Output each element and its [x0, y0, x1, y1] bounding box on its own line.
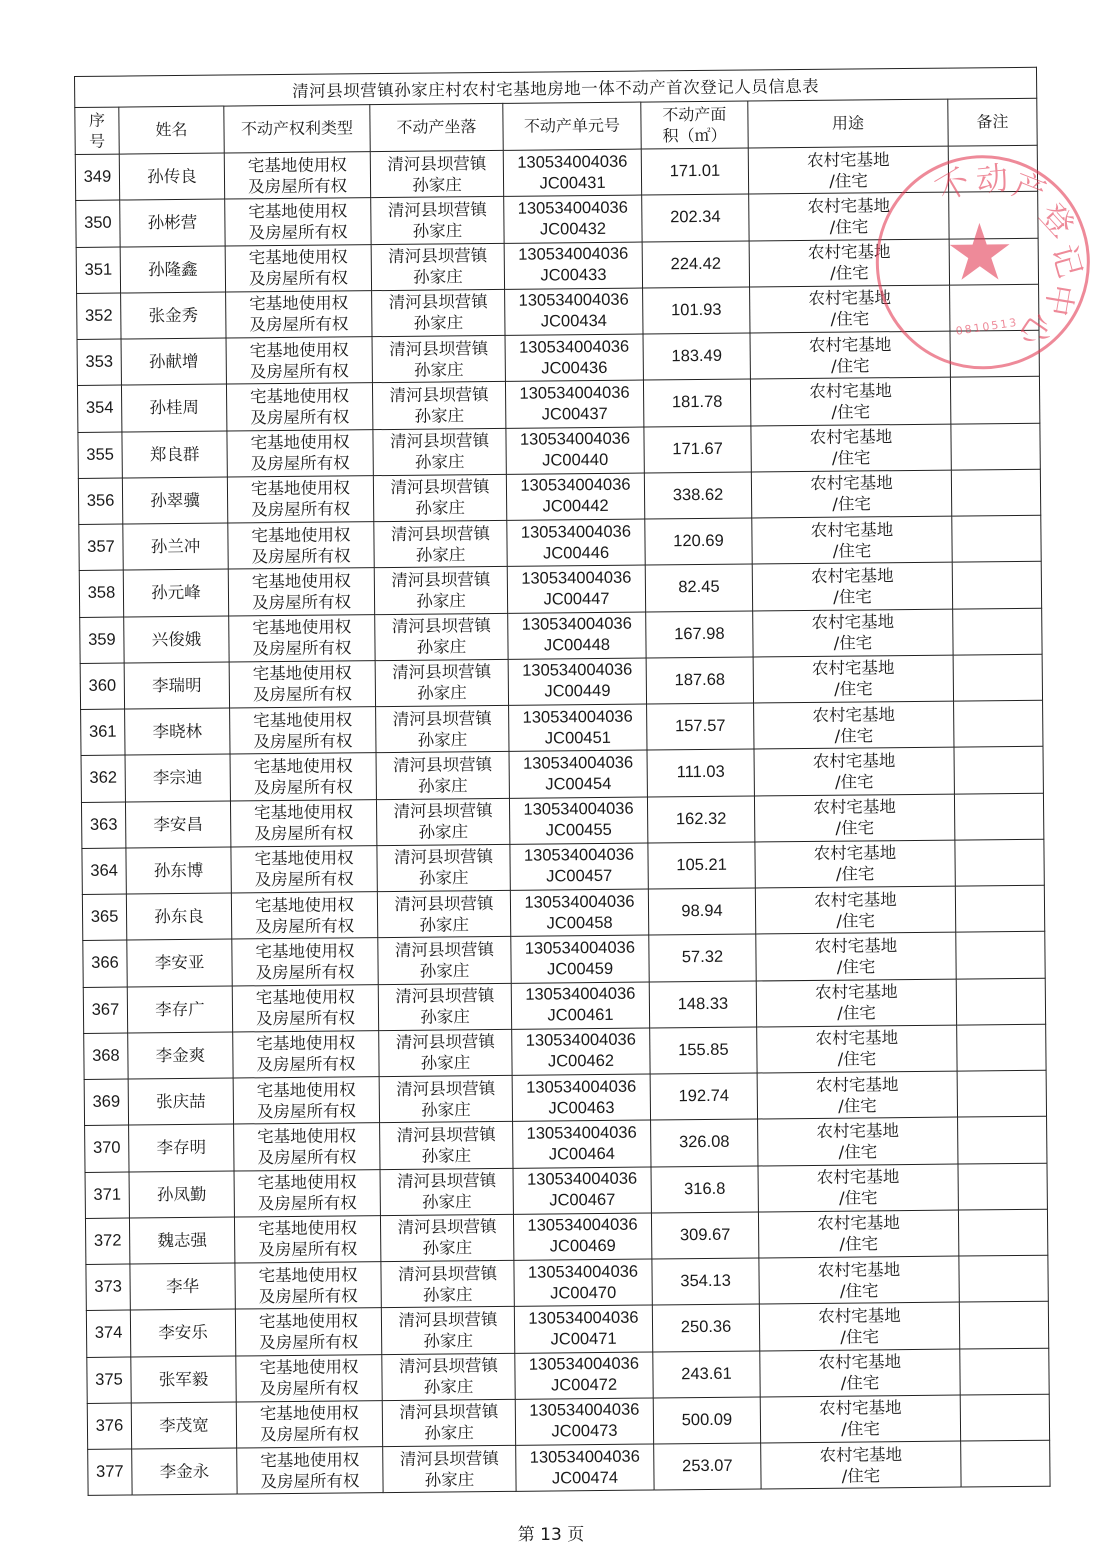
cell-area: 354.13: [652, 1258, 759, 1305]
cell-seq: 356: [78, 478, 122, 525]
cell-right-type: 宅基地使用权 及房屋所有权: [230, 707, 376, 755]
cell-right-type: 宅基地使用权 及房屋所有权: [227, 429, 373, 477]
cell-right-type: 宅基地使用权 及房屋所有权: [235, 1308, 381, 1356]
cell-area: 500.09: [653, 1397, 760, 1444]
cell-unit-number: 130534004036 JC00432: [504, 195, 642, 243]
cell-seq: 357: [79, 524, 123, 571]
cell-area: 171.01: [641, 148, 748, 195]
cell-use: 农村宅基地 /住宅: [754, 794, 954, 842]
cell-name: 张军毅: [131, 1356, 236, 1403]
cell-name: 李晓林: [125, 708, 230, 755]
cell-area: 316.8: [651, 1165, 758, 1212]
cell-use: 农村宅基地 /住宅: [759, 1256, 959, 1304]
cell-location: 清河县坝营镇 孙家庄: [371, 243, 504, 291]
cell-use: 农村宅基地 /住宅: [754, 701, 954, 749]
cell-area: 171.67: [644, 426, 751, 473]
cell-location: 清河县坝营镇 孙家庄: [373, 428, 506, 476]
cell-seq: 373: [86, 1264, 130, 1311]
cell-location: 清河县坝营镇 孙家庄: [380, 1122, 513, 1170]
cell-use: 农村宅基地 /住宅: [752, 562, 952, 610]
cell-right-type: 宅基地使用权 及房屋所有权: [226, 383, 372, 431]
cell-right-type: 宅基地使用权 及房屋所有权: [225, 244, 371, 292]
cell-use: 农村宅基地 /住宅: [751, 424, 951, 472]
cell-area: 111.03: [647, 749, 754, 796]
cell-use: 农村宅基地 /住宅: [757, 1025, 957, 1073]
cell-right-type: 宅基地使用权 及房屋所有权: [227, 475, 373, 523]
cell-seq: 358: [79, 570, 123, 617]
cell-use: 农村宅基地 /住宅: [750, 377, 950, 425]
cell-use: 农村宅基地 /住宅: [758, 1164, 958, 1212]
cell-seq: 372: [85, 1218, 129, 1265]
cell-use: 农村宅基地 /住宅: [757, 1071, 957, 1119]
cell-name: 郑良群: [122, 431, 227, 478]
cell-use: 农村宅基地 /住宅: [756, 979, 956, 1027]
cell-location: 清河县坝营镇 孙家庄: [378, 937, 511, 985]
cell-name: 李茂宽: [131, 1402, 236, 1449]
cell-location: 清河县坝营镇 孙家庄: [373, 474, 506, 522]
cell-note: [960, 1394, 1049, 1441]
cell-unit-number: 130534004036 JC00467: [513, 1167, 651, 1215]
cell-location: 清河县坝营镇 孙家庄: [383, 1445, 516, 1493]
cell-unit-number: 130534004036 JC00448: [508, 612, 646, 660]
cell-note: [948, 145, 1037, 192]
cell-unit-number: 130534004036 JC00461: [511, 982, 649, 1030]
cell-seq: 361: [81, 709, 125, 756]
cell-note: [955, 885, 1044, 932]
cell-right-type: 宅基地使用权 及房屋所有权: [226, 337, 372, 385]
cell-name: 兴俊娥: [124, 616, 229, 663]
cell-unit-number: 130534004036 JC00437: [505, 380, 643, 428]
header-use: 用途: [748, 99, 948, 148]
cell-unit-number: 130534004036 JC00464: [513, 1120, 651, 1168]
cell-area: 167.98: [646, 611, 753, 658]
cell-right-type: 宅基地使用权 及房屋所有权: [229, 660, 375, 708]
cell-use: 农村宅基地 /住宅: [749, 239, 949, 287]
cell-location: 清河县坝营镇 孙家庄: [382, 1399, 515, 1447]
cell-note: [958, 1209, 1047, 1256]
cell-seq: 366: [83, 940, 127, 987]
cell-note: [954, 700, 1043, 747]
cell-name: 孙隆鑫: [120, 246, 225, 293]
cell-right-type: 宅基地使用权 及房屋所有权: [234, 1169, 380, 1217]
cell-right-type: 宅基地使用权 及房屋所有权: [229, 614, 375, 662]
registration-table: [74, 67, 1051, 1496]
cell-right-type: 宅基地使用权 及房屋所有权: [228, 522, 374, 570]
cell-use: 农村宅基地 /住宅: [760, 1395, 960, 1443]
cell-right-type: 宅基地使用权 及房屋所有权: [236, 1400, 382, 1448]
cell-seq: 367: [83, 987, 127, 1034]
cell-location: 清河县坝营镇 孙家庄: [370, 150, 503, 198]
cell-use: 农村宅基地 /住宅: [758, 1210, 958, 1258]
cell-note: [956, 931, 1045, 978]
cell-area: 82.45: [645, 564, 752, 611]
registration-sheet: [74, 67, 1090, 1496]
cell-location: 清河县坝营镇 孙家庄: [371, 197, 504, 245]
cell-name: 李金爽: [128, 1032, 233, 1079]
cell-seq: 364: [82, 848, 126, 895]
cell-use: 农村宅基地 /住宅: [760, 1349, 960, 1397]
cell-area: 162.32: [647, 796, 754, 843]
cell-note: [950, 284, 1039, 331]
cell-area: 187.68: [646, 657, 753, 704]
cell-unit-number: 130534004036 JC00469: [513, 1213, 651, 1261]
cell-name: 张庆喆: [128, 1078, 233, 1125]
table-body: [75, 145, 1050, 1495]
cell-area: 148.33: [649, 980, 756, 1027]
cell-name: 张金秀: [121, 292, 226, 339]
cell-use: 农村宅基地 /住宅: [761, 1441, 961, 1489]
cell-location: 清河县坝营镇 孙家庄: [372, 289, 505, 337]
cell-unit-number: 130534004036 JC00463: [512, 1074, 650, 1122]
cell-name: 李宗迪: [125, 754, 230, 801]
cell-use: 农村宅基地 /住宅: [755, 840, 955, 888]
cell-name: 孙彬营: [120, 199, 225, 246]
cell-unit-number: 130534004036 JC00457: [510, 843, 648, 891]
cell-name: 李安昌: [125, 801, 230, 848]
cell-right-type: 宅基地使用权 及房屋所有权: [234, 1123, 380, 1171]
cell-unit-number: 130534004036 JC00471: [514, 1305, 652, 1353]
cell-use: 农村宅基地 /住宅: [749, 192, 949, 240]
cell-use: 农村宅基地 /住宅: [750, 331, 950, 379]
cell-note: [954, 793, 1043, 840]
cell-location: 清河县坝营镇 孙家庄: [372, 382, 505, 430]
cell-unit-number: 130534004036 JC00449: [508, 658, 646, 706]
cell-name: 孙翠骥: [122, 477, 227, 524]
cell-area: 181.78: [643, 379, 750, 426]
cell-right-type: 宅基地使用权 及房屋所有权: [236, 1354, 382, 1402]
cell-note: [952, 561, 1041, 608]
cell-seq: 355: [78, 432, 122, 479]
header-seq: 序 号: [75, 107, 119, 154]
cell-seq: 369: [84, 1079, 128, 1126]
cell-use: 农村宅基地 /住宅: [752, 516, 952, 564]
cell-unit-number: 130534004036 JC00455: [509, 797, 647, 845]
cell-area: 243.61: [653, 1350, 760, 1397]
cell-location: 清河县坝营镇 孙家庄: [380, 1214, 513, 1262]
cell-note: [958, 1163, 1047, 1210]
cell-note: [952, 515, 1041, 562]
official-seal: ★ 不 动 产 登 记 中 心 0810513: [875, 154, 1091, 370]
page-footer: 第 13 页: [517, 1525, 585, 1545]
cell-seq: 368: [84, 1033, 128, 1080]
cell-unit-number: 130534004036 JC00451: [509, 704, 647, 752]
cell-seq: 377: [88, 1449, 132, 1496]
table-title: 清河县坝营镇孙家庄村农村宅基地房地一体不动产首次登记人员信息表: [75, 67, 1037, 107]
cell-use: 农村宅基地 /住宅: [753, 655, 953, 703]
cell-area: 101.93: [643, 287, 750, 334]
cell-location: 清河县坝营镇 孙家庄: [375, 613, 508, 661]
cell-note: [959, 1301, 1048, 1348]
cell-note: [951, 423, 1040, 470]
star-icon: ★: [944, 207, 1016, 299]
cell-unit-number: 130534004036 JC00458: [510, 889, 648, 937]
cell-area: 57.32: [649, 934, 756, 981]
cell-area: 105.21: [648, 842, 755, 889]
cell-note: [949, 238, 1038, 285]
cell-name: 孙兰冲: [123, 523, 228, 570]
cell-location: 清河县坝营镇 孙家庄: [377, 844, 510, 892]
cell-location: 清河县坝营镇 孙家庄: [377, 890, 510, 938]
cell-unit-number: 130534004036 JC00454: [509, 750, 647, 798]
cell-seq: 349: [75, 154, 119, 201]
cell-area: 120.69: [645, 518, 752, 565]
cell-use: 农村宅基地 /住宅: [759, 1302, 959, 1350]
cell-name: 李金永: [132, 1448, 237, 1495]
cell-note: [955, 839, 1044, 886]
cell-seq: 370: [85, 1125, 129, 1172]
cell-seq: 353: [77, 339, 121, 386]
cell-right-type: 宅基地使用权 及房屋所有权: [224, 152, 370, 200]
header-unit-number: 不动产单元号: [503, 102, 641, 150]
cell-unit-number: 130534004036 JC00446: [507, 519, 645, 567]
cell-seq: 359: [80, 617, 124, 664]
cell-unit-number: 130534004036 JC00433: [504, 242, 642, 290]
header-area: 不动产面 积（㎡）: [641, 101, 748, 149]
cell-right-type: 宅基地使用权 及房屋所有权: [231, 845, 377, 893]
cell-name: 孙凤勤: [129, 1171, 234, 1218]
cell-name: 李存明: [129, 1124, 234, 1171]
cell-unit-number: 130534004036 JC00472: [515, 1352, 653, 1400]
cell-use: 农村宅基地 /住宅: [755, 886, 955, 934]
cell-name: 孙桂周: [121, 384, 226, 431]
cell-note: [958, 1116, 1047, 1163]
cell-name: 魏志强: [129, 1217, 234, 1264]
cell-name: 李存广: [127, 986, 232, 1033]
cell-seq: 350: [76, 200, 120, 247]
cell-note: [951, 469, 1040, 516]
cell-area: 224.42: [642, 241, 749, 288]
cell-area: 183.49: [643, 333, 750, 380]
cell-unit-number: 130534004036 JC00459: [511, 935, 649, 983]
cell-unit-number: 130534004036 JC00442: [506, 473, 644, 521]
cell-location: 清河县坝营镇 孙家庄: [372, 335, 505, 383]
cell-note: [954, 746, 1043, 793]
cell-right-type: 宅基地使用权 及房屋所有权: [232, 938, 378, 986]
cell-area: 338.62: [644, 472, 751, 519]
table-row: [88, 1440, 1050, 1495]
cell-seq: 376: [87, 1403, 131, 1450]
cell-location: 清河县坝营镇 孙家庄: [379, 1075, 512, 1123]
cell-right-type: 宅基地使用权 及房屋所有权: [226, 290, 372, 338]
cell-location: 清河县坝营镇 孙家庄: [378, 983, 511, 1031]
cell-name: 孙献增: [121, 338, 226, 385]
cell-right-type: 宅基地使用权 及房屋所有权: [233, 1077, 379, 1125]
cell-seq: 371: [85, 1172, 129, 1219]
cell-right-type: 宅基地使用权 及房屋所有权: [237, 1447, 383, 1495]
cell-location: 清河县坝营镇 孙家庄: [380, 1168, 513, 1216]
cell-right-type: 宅基地使用权 及房屋所有权: [234, 1215, 380, 1263]
cell-name: 孙东良: [126, 893, 231, 940]
cell-location: 清河县坝营镇 孙家庄: [379, 1029, 512, 1077]
cell-area: 155.85: [650, 1027, 757, 1074]
cell-use: 农村宅基地 /住宅: [756, 932, 956, 980]
cell-location: 清河县坝营镇 孙家庄: [381, 1307, 514, 1355]
cell-right-type: 宅基地使用权 及房屋所有权: [228, 568, 374, 616]
header-name: 姓名: [119, 106, 224, 154]
cell-seq: 360: [80, 663, 124, 710]
cell-note: [950, 376, 1039, 423]
cell-unit-number: 130534004036 JC00470: [514, 1259, 652, 1307]
cell-note: [950, 330, 1039, 377]
cell-use: 农村宅基地 /住宅: [753, 609, 953, 657]
cell-seq: 354: [77, 385, 121, 432]
cell-unit-number: 130534004036 JC00431: [503, 149, 641, 197]
cell-unit-number: 130534004036 JC00474: [516, 1444, 654, 1492]
cell-location: 清河县坝营镇 孙家庄: [376, 705, 509, 753]
cell-seq: 363: [81, 802, 125, 849]
cell-use: 农村宅基地 /住宅: [750, 285, 950, 333]
cell-seq: 365: [82, 894, 126, 941]
cell-seq: 375: [87, 1357, 131, 1404]
cell-note: [957, 1070, 1046, 1117]
cell-location: 清河县坝营镇 孙家庄: [376, 752, 509, 800]
cell-right-type: 宅基地使用权 及房屋所有权: [230, 799, 376, 847]
cell-area: 309.67: [651, 1212, 758, 1259]
cell-note: [953, 608, 1042, 655]
cell-location: 清河县坝营镇 孙家庄: [381, 1260, 514, 1308]
cell-use: 农村宅基地 /住宅: [754, 747, 954, 795]
cell-unit-number: 130534004036 JC00434: [505, 288, 643, 336]
cell-area: 326.08: [651, 1119, 758, 1166]
cell-area: 98.94: [648, 888, 755, 935]
cell-note: [949, 192, 1038, 239]
cell-location: 清河县坝营镇 孙家庄: [375, 659, 508, 707]
cell-area: 253.07: [654, 1443, 761, 1490]
cell-name: 李安亚: [127, 939, 232, 986]
cell-seq: 362: [81, 755, 125, 802]
cell-unit-number: 130534004036 JC00462: [512, 1028, 650, 1076]
header-right-type: 不动产权利类型: [224, 105, 370, 153]
cell-right-type: 宅基地使用权 及房屋所有权: [232, 984, 378, 1032]
cell-unit-number: 130534004036 JC00436: [505, 334, 643, 382]
cell-location: 清河县坝营镇 孙家庄: [376, 798, 509, 846]
cell-seq: 352: [77, 293, 121, 340]
cell-right-type: 宅基地使用权 及房屋所有权: [230, 753, 376, 801]
cell-use: 农村宅基地 /住宅: [748, 146, 948, 194]
cell-area: 202.34: [642, 194, 749, 241]
cell-area: 192.74: [650, 1073, 757, 1120]
cell-right-type: 宅基地使用权 及房屋所有权: [225, 198, 371, 246]
cell-location: 清河县坝营镇 孙家庄: [374, 520, 507, 568]
cell-right-type: 宅基地使用权 及房屋所有权: [235, 1262, 381, 1310]
cell-note: [961, 1440, 1050, 1487]
cell-name: 孙传良: [119, 153, 224, 200]
cell-name: 孙东博: [126, 847, 231, 894]
cell-note: [956, 978, 1045, 1025]
cell-unit-number: 130534004036 JC00447: [507, 565, 645, 613]
cell-seq: 351: [76, 247, 120, 294]
cell-note: [960, 1348, 1049, 1395]
cell-right-type: 宅基地使用权 及房屋所有权: [233, 1030, 379, 1078]
cell-unit-number: 130534004036 JC00440: [506, 427, 644, 475]
cell-area: 157.57: [647, 703, 754, 750]
cell-area: 250.36: [652, 1304, 759, 1351]
header-location: 不动产坐落: [370, 103, 503, 151]
cell-name: 李华: [130, 1263, 235, 1310]
cell-name: 孙元峰: [123, 569, 228, 616]
header-note: 备注: [948, 98, 1037, 146]
cell-right-type: 宅基地使用权 及房屋所有权: [231, 892, 377, 940]
cell-use: 农村宅基地 /住宅: [751, 470, 951, 518]
cell-seq: 374: [86, 1310, 130, 1357]
cell-name: 李安乐: [130, 1309, 235, 1356]
cell-unit-number: 130534004036 JC00473: [515, 1398, 653, 1446]
cell-note: [953, 654, 1042, 701]
cell-location: 清河县坝营镇 孙家庄: [382, 1353, 515, 1401]
cell-use: 农村宅基地 /住宅: [758, 1117, 958, 1165]
cell-note: [957, 1024, 1046, 1071]
cell-note: [959, 1255, 1048, 1302]
cell-location: 清河县坝营镇 孙家庄: [374, 567, 507, 615]
cell-name: 李瑞明: [124, 662, 229, 709]
